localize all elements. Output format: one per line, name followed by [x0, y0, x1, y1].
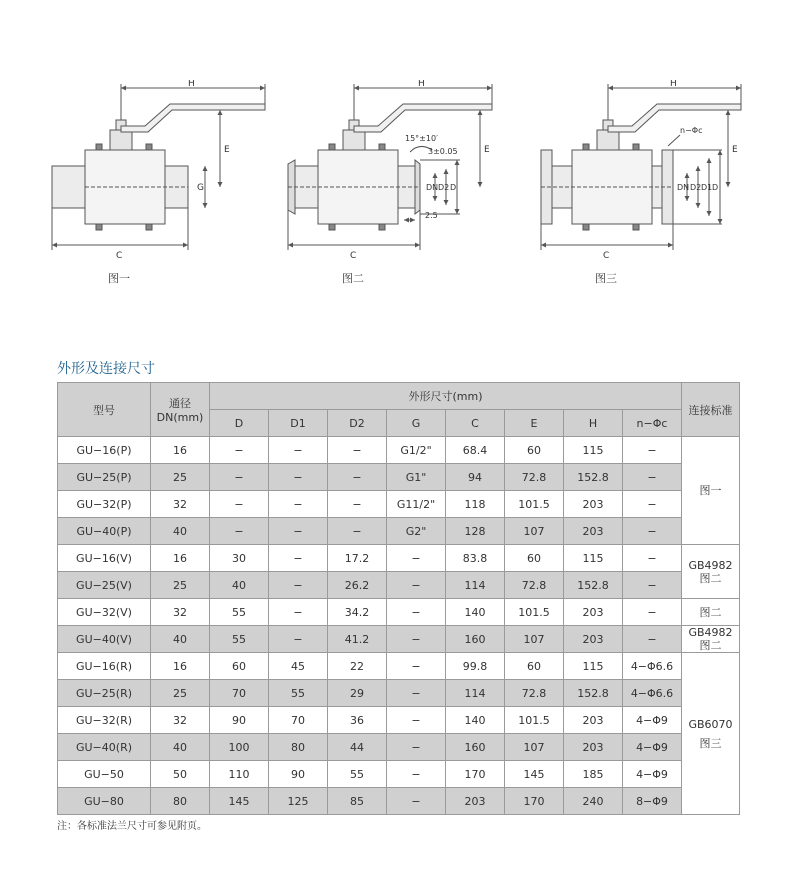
table-cell: 110 — [210, 761, 269, 788]
table-cell: 203 — [446, 788, 505, 815]
fig2-label-d: D — [450, 183, 457, 192]
standard-line: 图三 — [699, 736, 722, 750]
figure-2-caption: 图二 — [342, 272, 364, 285]
table-cell: − — [387, 626, 446, 653]
cell-model: GU−25(R) — [58, 680, 151, 707]
table-cell: − — [623, 572, 682, 599]
table-cell: 25 — [151, 464, 210, 491]
header-bore — [151, 383, 210, 437]
table-cell: 99.8 — [446, 653, 505, 680]
table-cell: 203 — [564, 518, 623, 545]
table-cell: 32 — [151, 707, 210, 734]
table-row — [58, 518, 740, 545]
table-cell: 125 — [269, 788, 328, 815]
table-row — [58, 761, 740, 788]
header-standard: 连接标准 — [682, 383, 740, 437]
fig2-label-e: E — [484, 145, 490, 155]
header-col-d2: D2 — [328, 410, 387, 437]
table-cell: 32 — [151, 599, 210, 626]
figure-3-caption: 图三 — [595, 272, 617, 285]
table-cell: 203 — [564, 707, 623, 734]
table-cell: 152.8 — [564, 464, 623, 491]
table-cell: − — [328, 518, 387, 545]
table-row — [58, 437, 740, 464]
table-cell: − — [387, 680, 446, 707]
table-cell: − — [328, 491, 387, 518]
table-cell: 203 — [564, 599, 623, 626]
technical-drawings — [0, 80, 800, 290]
cell-model: GU−32(V) — [58, 599, 151, 626]
table-cell: G11/2" — [387, 491, 446, 518]
fig2-label-tol: 3±0.05 — [428, 147, 458, 156]
table-cell: 44 — [328, 734, 387, 761]
cell-model: GU−25(V) — [58, 572, 151, 599]
header-dims-group: 外形尺寸(mm) — [210, 383, 682, 410]
table-cell: 145 — [210, 788, 269, 815]
table-cell: 140 — [446, 599, 505, 626]
figure-1-drawing — [52, 84, 265, 250]
header-col-g: G — [387, 410, 446, 437]
table-cell: 45 — [269, 653, 328, 680]
table-cell: − — [623, 545, 682, 572]
standard-line: GB4982 — [688, 558, 733, 572]
table-cell: − — [387, 545, 446, 572]
table-cell: 101.5 — [505, 707, 564, 734]
table-cell: 101.5 — [505, 599, 564, 626]
table-cell: − — [269, 626, 328, 653]
table-cell: − — [623, 437, 682, 464]
table-cell: 70 — [269, 707, 328, 734]
table-cell: 40 — [151, 626, 210, 653]
header-bore-line2: DN(mm) — [156, 411, 204, 424]
header-col-d1: D1 — [269, 410, 328, 437]
table-cell: 17.2 — [328, 545, 387, 572]
table-row — [58, 626, 740, 653]
table-cell: 203 — [564, 734, 623, 761]
table-cell: − — [269, 518, 328, 545]
fig2-label-c: C — [350, 251, 357, 261]
table-cell: − — [623, 626, 682, 653]
table-cell: − — [210, 491, 269, 518]
cell-model: GU−40(V) — [58, 626, 151, 653]
table-cell: − — [387, 707, 446, 734]
header-col-h: H — [564, 410, 623, 437]
table-cell: 90 — [269, 761, 328, 788]
table-cell: 4−Φ9 — [623, 761, 682, 788]
table-row — [58, 707, 740, 734]
table-cell: 22 — [328, 653, 387, 680]
table-cell: − — [623, 518, 682, 545]
table-cell: − — [387, 599, 446, 626]
fig3-label-d: D — [712, 183, 719, 192]
table-cell: 203 — [564, 626, 623, 653]
header-col-d: D — [210, 410, 269, 437]
table-cell: 55 — [269, 680, 328, 707]
table-cell: − — [328, 437, 387, 464]
standard-line: 图一 — [699, 484, 722, 497]
cell-standard — [682, 599, 740, 626]
table-cell: 26.2 — [328, 572, 387, 599]
table-cell: 30 — [210, 545, 269, 572]
table-cell: 170 — [505, 788, 564, 815]
standard-line: GB4982 — [688, 626, 733, 639]
table-cell: 55 — [210, 626, 269, 653]
fig3-label-c: C — [603, 251, 610, 261]
figure-1-caption: 图一 — [108, 272, 130, 285]
table-cell: 107 — [505, 626, 564, 653]
table-cell: − — [387, 572, 446, 599]
table-cell: 25 — [151, 680, 210, 707]
fig2-label-h: H — [418, 80, 425, 89]
cell-standard — [682, 545, 740, 599]
cell-model: GU−32(P) — [58, 491, 151, 518]
table-cell: 118 — [446, 491, 505, 518]
table-row — [58, 653, 740, 680]
fig3-label-dn: DN — [677, 183, 690, 192]
table-cell: G1/2" — [387, 437, 446, 464]
fig2-label-gap: 2.5 — [425, 211, 438, 220]
table-cell: 50 — [151, 761, 210, 788]
table-cell: 101.5 — [505, 491, 564, 518]
cell-standard — [682, 653, 740, 815]
table-cell: − — [387, 788, 446, 815]
cell-model: GU−25(P) — [58, 464, 151, 491]
fig1-label-e: E — [224, 145, 230, 155]
table-cell: − — [387, 761, 446, 788]
table-cell: 4−Φ9 — [623, 707, 682, 734]
cell-model: GU−32(R) — [58, 707, 151, 734]
table-cell: 16 — [151, 437, 210, 464]
table-cell: 107 — [505, 518, 564, 545]
table-cell: 41.2 — [328, 626, 387, 653]
table-cell: 55 — [328, 761, 387, 788]
table-cell: − — [387, 653, 446, 680]
table-cell: 32 — [151, 491, 210, 518]
table-cell: − — [623, 464, 682, 491]
table-cell: 34.2 — [328, 599, 387, 626]
fig3-label-nphic: n−Φc — [680, 126, 703, 135]
footnote: 注：各标准法兰尺寸可参见附页。 — [57, 821, 207, 832]
table-cell: − — [210, 518, 269, 545]
table-cell: 60 — [505, 653, 564, 680]
table-cell: G1" — [387, 464, 446, 491]
fig2-label-angle: 15°±10′ — [405, 134, 438, 143]
cell-standard — [682, 437, 740, 545]
fig3-label-d1: D1 — [701, 183, 713, 192]
standard-line: GB6070 — [688, 717, 733, 731]
table-cell: 128 — [446, 518, 505, 545]
table-cell: 83.8 — [446, 545, 505, 572]
table-cell: 29 — [328, 680, 387, 707]
table-cell: 115 — [564, 545, 623, 572]
table-cell: − — [328, 464, 387, 491]
cell-model: GU−80 — [58, 788, 151, 815]
cell-standard — [682, 626, 740, 653]
cell-model: GU−16(V) — [58, 545, 151, 572]
table-cell: 94 — [446, 464, 505, 491]
table-row — [58, 464, 740, 491]
table-cell: 60 — [210, 653, 269, 680]
fig1-label-c: C — [116, 251, 123, 261]
table-cell: 185 — [564, 761, 623, 788]
table-cell: 4−Φ9 — [623, 734, 682, 761]
table-cell: 36 — [328, 707, 387, 734]
header-bore-line1: 通径 — [169, 397, 191, 410]
table-cell: 114 — [446, 572, 505, 599]
standard-line: 图二 — [699, 571, 722, 585]
table-cell: 85 — [328, 788, 387, 815]
table-cell: 203 — [564, 491, 623, 518]
standard-line: 图二 — [699, 639, 722, 652]
table-cell: 160 — [446, 626, 505, 653]
dimensions-table — [57, 382, 740, 815]
table-cell: 4−Φ6.6 — [623, 680, 682, 707]
table-row — [58, 734, 740, 761]
table-cell: 240 — [564, 788, 623, 815]
header-model: 型号 — [58, 383, 151, 437]
figure-3-drawing — [541, 84, 741, 250]
table-cell: 16 — [151, 545, 210, 572]
table-row — [58, 788, 740, 815]
cell-model: GU−40(P) — [58, 518, 151, 545]
table-row — [58, 545, 740, 572]
table-cell: 16 — [151, 653, 210, 680]
table-cell: 90 — [210, 707, 269, 734]
table-cell: 107 — [505, 734, 564, 761]
table-cell: − — [269, 545, 328, 572]
table-cell: 115 — [564, 437, 623, 464]
table-cell: 4−Φ6.6 — [623, 653, 682, 680]
header-col-c: C — [446, 410, 505, 437]
header-col-nphic: n−Φc — [623, 410, 682, 437]
table-cell: 152.8 — [564, 572, 623, 599]
table-cell: 80 — [151, 788, 210, 815]
table-cell: 40 — [210, 572, 269, 599]
table-cell: 8−Φ9 — [623, 788, 682, 815]
drawings-area — [0, 80, 800, 290]
table-cell: 72.8 — [505, 464, 564, 491]
table-cell: 80 — [269, 734, 328, 761]
table-cell: 140 — [446, 707, 505, 734]
table-cell: − — [623, 491, 682, 518]
cell-model: GU−16(R) — [58, 653, 151, 680]
table-row — [58, 491, 740, 518]
table-cell: 40 — [151, 518, 210, 545]
table-row — [58, 680, 740, 707]
fig1-label-h: H — [188, 80, 195, 89]
table-cell: 70 — [210, 680, 269, 707]
table-cell: − — [269, 572, 328, 599]
table-cell: 60 — [505, 545, 564, 572]
cell-model: GU−50 — [58, 761, 151, 788]
fig3-label-d2: D2 — [690, 183, 702, 192]
table-cell: 170 — [446, 761, 505, 788]
table-cell: − — [387, 734, 446, 761]
fig2-label-dn: DN — [426, 183, 439, 192]
table-cell: 114 — [446, 680, 505, 707]
table-cell: 68.4 — [446, 437, 505, 464]
table-cell: 72.8 — [505, 572, 564, 599]
table-cell: − — [269, 491, 328, 518]
table-cell: 55 — [210, 599, 269, 626]
table-row — [58, 599, 740, 626]
table-cell: 160 — [446, 734, 505, 761]
table-cell: 145 — [505, 761, 564, 788]
table-cell: 72.8 — [505, 680, 564, 707]
table-cell: 100 — [210, 734, 269, 761]
table-cell: 152.8 — [564, 680, 623, 707]
section-title: 外形及连接尺寸 — [57, 361, 155, 377]
table-row — [58, 572, 740, 599]
cell-model: GU−16(P) — [58, 437, 151, 464]
fig2-label-d2: D2 — [438, 183, 450, 192]
header-col-e: E — [505, 410, 564, 437]
table-cell: − — [210, 464, 269, 491]
table-cell: 25 — [151, 572, 210, 599]
table-cell: 40 — [151, 734, 210, 761]
cell-model: GU−40(R) — [58, 734, 151, 761]
table-cell: − — [269, 464, 328, 491]
figure-2-drawing — [288, 84, 492, 250]
table-cell: − — [623, 599, 682, 626]
fig3-label-e: E — [732, 145, 738, 155]
fig1-label-g: G — [197, 183, 204, 193]
table-cell: G2" — [387, 518, 446, 545]
table-cell: − — [269, 437, 328, 464]
fig3-label-h: H — [670, 80, 677, 89]
table-cell: 60 — [505, 437, 564, 464]
table-cell: − — [269, 599, 328, 626]
standard-line: 图二 — [699, 605, 722, 619]
table-cell: 115 — [564, 653, 623, 680]
table-cell: − — [210, 437, 269, 464]
